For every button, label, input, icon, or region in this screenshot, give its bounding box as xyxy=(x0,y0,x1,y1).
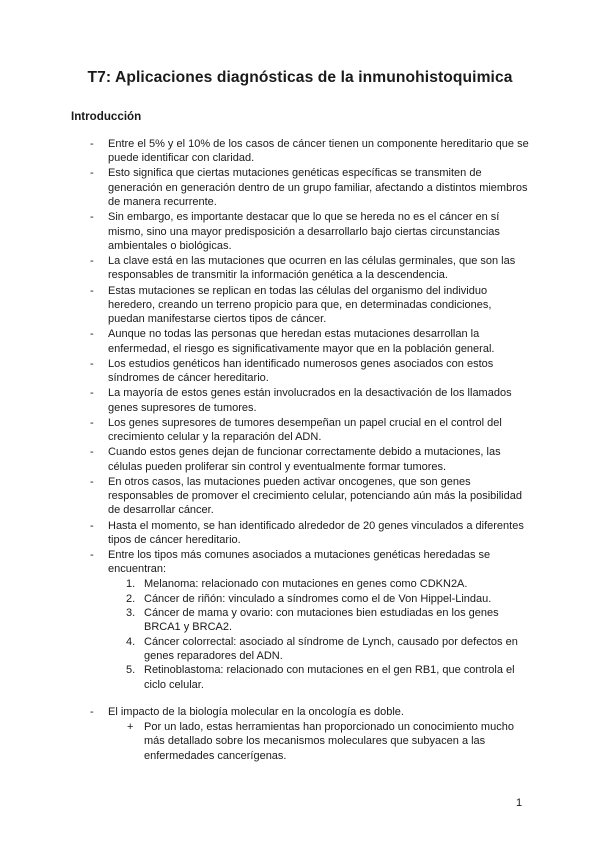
list-item xyxy=(0,137,600,166)
bullet-marker: - xyxy=(90,475,94,488)
document-body xyxy=(0,137,600,763)
numbered-item-text: Cáncer colorrectal: asociado al síndrome de Lynch, causado por defectos en genes reparadores del ADN. xyxy=(144,635,518,662)
numbered-item xyxy=(0,635,600,664)
numbered-item xyxy=(0,592,600,606)
list-item-text: Esto significa que ciertas mutaciones genéticas específicas se transmiten de generación en generación dentro de un grupo familiar, afectando a distintos miembros de manera recurrente. xyxy=(108,167,528,209)
list-item-text: Hasta el momento, se han identificado alrededor de 20 genes vinculados a diferentes tipos de cáncer hereditario. xyxy=(108,519,524,546)
numbered-item xyxy=(0,606,600,635)
list-item-text: Los estudios genéticos han identificado numerosos genes asociados con estos síndromes de cáncer hereditario. xyxy=(108,357,494,385)
list-item xyxy=(0,210,600,253)
list-item xyxy=(0,705,600,719)
bullet-marker: - xyxy=(90,138,94,150)
sub-list-item xyxy=(0,720,600,763)
bullet-marker: - xyxy=(90,416,94,429)
list-item xyxy=(0,519,600,548)
list-item xyxy=(0,475,600,518)
numbered-item-text: Melanoma: relacionado con mutaciones en genes como CDKN2A. xyxy=(144,578,468,591)
bullet-marker: - xyxy=(90,705,94,718)
bullet-marker: - xyxy=(90,357,94,370)
list-item-text: Aunque no todas las personas que heredan estas mutaciones desarrollan la enfermedad, el riesgo es significativamente mayor que en la población general. xyxy=(108,328,495,355)
bullet-list xyxy=(0,137,600,577)
list-item-text: Entre los tipos más comunes asociados a mutaciones genéticas heredadas se encuentran: xyxy=(108,549,491,576)
bullet-marker: - xyxy=(90,284,94,297)
page-number: 1 xyxy=(516,797,523,809)
spacer xyxy=(0,692,600,705)
numbered-item xyxy=(0,663,600,692)
list-item xyxy=(0,284,600,327)
item-number: 4. xyxy=(126,635,136,648)
page-title: T7: Aplicaciones diagnósticas de la inmunohistoquimica xyxy=(87,69,513,86)
section-heading: Introducción xyxy=(71,110,142,123)
cancer-types-list xyxy=(0,577,600,691)
item-number: 2. xyxy=(126,592,136,605)
list-item-text: Entre el 5% y el 10% de los casos de cáncer tienen un componente hereditario que se puede identificar con claridad. xyxy=(108,138,529,165)
list-item xyxy=(0,386,600,415)
bullet-marker: - xyxy=(90,519,94,532)
bullet-marker: - xyxy=(90,446,94,459)
list-item xyxy=(0,416,600,445)
bullet-marker: - xyxy=(90,387,94,400)
plus-marker: + xyxy=(127,721,134,734)
item-number: 5. xyxy=(126,664,136,677)
impact-list xyxy=(0,705,600,719)
list-item-text: La clave está en las mutaciones que ocurren en las células germinales, que son las responsables de transmitir la información genética a la descendencia. xyxy=(108,255,516,282)
list-item-text: Los genes supresores de tumores desempeñan un papel crucial en el control del crecimiento celular y la reparación del ADN. xyxy=(108,416,502,444)
list-item-text: Sin embargo, es importante destacar que lo que se hereda no es el cáncer en sí mismo, sino una mayor predisposición a desarrollarlo bajo ciertas circunstancias ambientales o biológicas. xyxy=(108,211,500,252)
list-item-text: Estas mutaciones se replican en todas las células del organismo del individuo heredero, creando un terreno propicio para que, en determinadas condiciones, puedan manifestarse ciertos tipos de cáncer. xyxy=(108,284,492,326)
list-item-text: En otros casos, las mutaciones pueden activar oncogenes, que son genes responsables de promover el crecimiento celular, potenciando aún más la posibilidad de desarrollar cáncer. xyxy=(108,475,522,517)
numbered-item-text: Cáncer de riñón: vinculado a síndromes como el de Von Hippel-Lindau. xyxy=(144,592,492,605)
bullet-marker: - xyxy=(90,255,94,268)
bullet-marker: - xyxy=(90,328,94,341)
item-number: 1. xyxy=(126,578,136,591)
impact-sublist xyxy=(0,720,600,763)
list-item xyxy=(0,548,600,577)
bullet-marker: - xyxy=(90,167,94,180)
list-item-text: La mayoría de estos genes están involucrados en la desactivación de los llamados genes supresores de tumores. xyxy=(108,387,512,414)
list-item xyxy=(0,327,600,356)
list-item xyxy=(0,357,600,386)
bullet-marker: - xyxy=(90,549,94,561)
list-item-text: El impacto de la biología molecular en la oncología es doble. xyxy=(108,705,404,718)
list-item xyxy=(0,166,600,209)
numbered-item xyxy=(0,577,600,591)
list-item-text: Cuando estos genes dejan de funcionar correctamente debido a mutaciones, las células pueden proliferar sin control y eventualmente formar tumores. xyxy=(108,446,501,473)
bullet-marker: - xyxy=(90,211,94,224)
item-number: 3. xyxy=(126,607,136,620)
numbered-item-text: Cáncer de mama y ovario: con mutaciones bien estudiadas en los genes BRCA1 y BRCA2. xyxy=(144,607,499,634)
sub-list-item-text: Por un lado, estas herramientas han proporcionado un conocimiento mucho más detallado sobre los mecanismos moleculares que subyacen a las enfermedades cancerígenas. xyxy=(144,721,514,762)
numbered-item-text: Retinoblastoma: relacionado con mutaciones en el gen RB1, que controla el ciclo celular. xyxy=(144,664,515,691)
list-item xyxy=(0,445,600,474)
list-item xyxy=(0,254,600,283)
